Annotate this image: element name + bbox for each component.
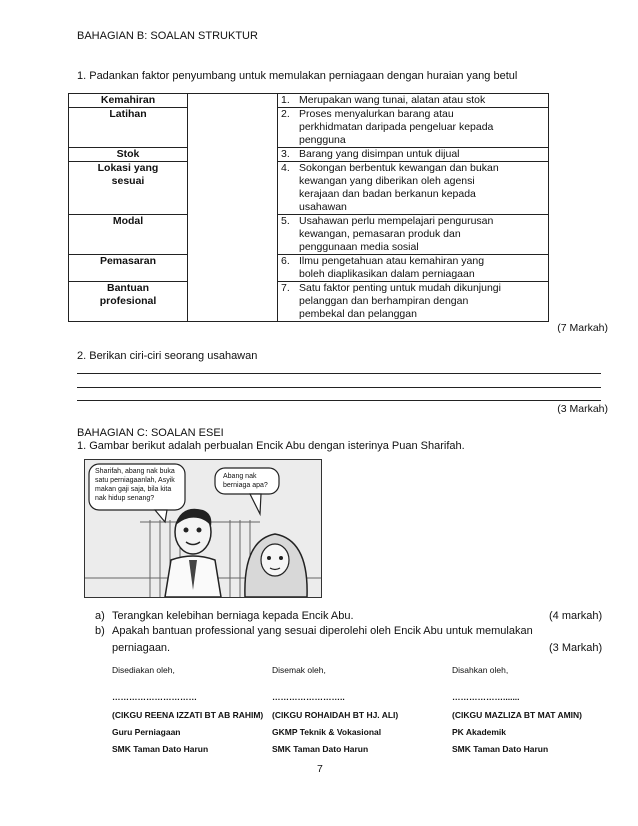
answer-line-2 [77,387,601,388]
description-line: kewangan yang diberikan oleh agensi [299,175,475,187]
table-row [69,108,549,148]
table-row [69,94,549,108]
factor-cell [69,94,188,108]
description-text [299,108,521,147]
factor-label: Pemasaran [99,255,157,267]
question-c1: 1. Gambar berikut adalah perbualan Encik Abu dengan isterinya Puan Sharifah. [77,440,465,452]
bubble-line: berniaga apa? [223,482,268,489]
table-row [69,215,549,255]
factor-cell [69,148,188,162]
description-line: Sokongan berbentuk kewangan dan bukan [299,162,499,174]
signature-school: SMK Taman Dato Harun [452,744,549,754]
description-line: pembekal dan pelanggan [299,308,417,320]
description-cell [278,282,549,322]
blank-column [188,94,278,322]
question-cb-text-2: perniagaan. [112,642,171,654]
factor-cell [69,215,188,255]
factor-label: Modal [112,215,144,227]
description-line: Proses menyalurkan barang atau [299,108,454,120]
description-number: 1. [281,94,290,106]
question-cb-text-1: Apakah bantuan professional yang sesuai diperolehi oleh Encik Abu untuk memulakan [112,625,533,637]
factor-cell [69,255,188,282]
description-line: perkhidmatan daripada pengeluar kepada [299,121,494,133]
signature-role: Disahkan oleh, [452,665,509,675]
signature-name: (CIKGU ROHAIDAH BT HJ. ALI) [272,710,399,720]
signature-role: Disemak oleh, [272,665,326,675]
signature-dots: ………………....... [452,692,520,702]
description-number: 3. [281,148,290,160]
marks-b2: (3 Markah) [557,403,608,415]
table-row [69,282,549,322]
description-text [299,282,521,321]
description-number: 4. [281,162,290,174]
description-line: Ilmu pengetahuan atau kemahiran yang [299,255,485,267]
section-b-heading: BAHAGIAN B: SOALAN STRUKTUR [77,30,258,42]
description-text [299,215,521,254]
description-number: 7. [281,282,290,294]
bubble-line: Sharifah, abang nak buka [95,468,175,475]
description-text [299,255,521,281]
description-number: 2. [281,108,290,120]
description-line: boleh diaplikasikan dalam perniagaan [299,268,475,280]
marks-ca: (4 markah) [549,610,603,622]
question-cb-label: b) [95,625,105,637]
description-text [299,148,521,161]
answer-line-3 [77,400,601,401]
description-cell [278,215,549,255]
description-line: Satu faktor penting untuk mudah dikunjungi [299,282,501,294]
speech-bubble-woman [223,472,268,490]
bubble-line: Abang nak [223,473,257,480]
speech-bubble-man [95,467,175,503]
factor-cell [69,108,188,148]
signature-school: SMK Taman Dato Harun [112,744,209,754]
section-c-heading: BAHAGIAN C: SOALAN ESEI [77,427,224,439]
description-line: pengguna [299,134,346,146]
description-line: kewangan, pemasaran produk dan [299,228,461,240]
description-line: Merupakan wang tunai, alatan atau stok [299,94,486,106]
signature-role: Disediakan oleh, [112,665,175,675]
description-number: 5. [281,215,290,227]
question-ca-label: a) [95,610,105,622]
signature-name: (CIKGU MAZLIZA BT MAT AMIN) [452,710,582,720]
factor-label: profesional [99,295,157,307]
description-cell [278,162,549,215]
description-cell [278,108,549,148]
factor-label: sesuai [111,175,145,187]
comic-illustration [84,459,322,598]
factor-label: Stok [116,148,140,160]
description-line: penggunaan media sosial [299,241,419,253]
signature-title: PK Akademik [452,727,507,737]
signature-title: Guru Perniagaan [112,727,181,737]
bubble-line: nak hidup senang? [95,495,155,502]
factor-cell [69,162,188,215]
signature-dots: ………………………… [112,692,197,702]
description-text [299,162,521,214]
factor-label: Lokasi yang [97,162,159,174]
matching-table [68,93,549,322]
description-number: 6. [281,255,290,267]
factor-label: Kemahiran [100,94,156,106]
signature-title: GKMP Teknik & Vokasional [272,727,382,737]
factor-cell [69,282,188,322]
description-text [299,94,521,107]
description-line: pelanggan dan berhampiran dengan [299,295,469,307]
marks-cb: (3 Markah) [549,642,603,654]
marks-b1: (7 Markah) [557,322,608,334]
description-cell [278,148,549,162]
description-cell [278,255,549,282]
page-number: 7 [317,763,323,775]
bubble-line: makan gaji saja, bila kita [95,486,172,493]
description-line: kerajaan dan badan berkanun kepada [299,188,476,200]
description-cell [278,94,549,108]
question-ca-text: Terangkan kelebihan berniaga kepada Encik Abu. [112,610,354,622]
bubble-line: satu perniagaanlah, Asyik [95,477,175,484]
signature-school: SMK Taman Dato Harun [272,744,369,754]
description-line: Usahawan perlu mempelajari pengurusan [299,215,494,227]
factor-label: Latihan [109,108,147,120]
table-row [69,162,549,215]
question-b2: 2. Berikan ciri-ciri seorang usahawan [77,350,258,362]
description-line: Barang yang disimpan untuk dijual [299,148,460,160]
answer-line-1 [77,373,601,374]
factor-label: Bantuan [107,282,149,294]
description-line: usahawan [299,201,347,213]
signature-dots: …………………….. [272,692,345,702]
question-b1: 1. Padankan faktor penyumbang untuk memulakan perniagaan dengan huraian yang betul [77,70,518,82]
signature-name: (CIKGU REENA IZZATI BT AB RAHIM) [112,710,264,720]
table-row [69,148,549,162]
table-row [69,255,549,282]
